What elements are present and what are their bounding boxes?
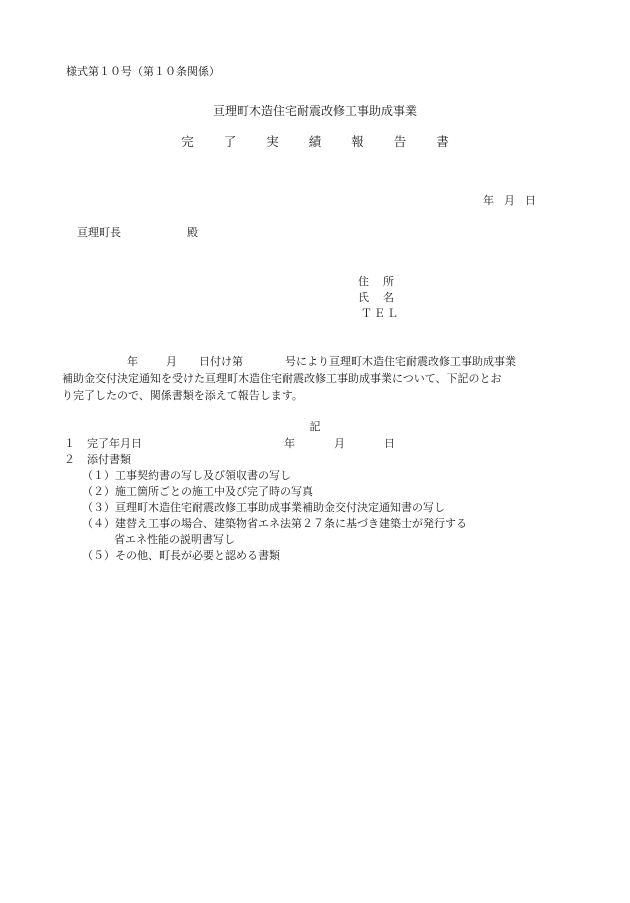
sender-address-label: 住 所 — [358, 275, 394, 288]
title-char: 完 — [181, 134, 194, 149]
title-char: 告 — [393, 134, 407, 149]
attachment-item: （４）建替え工事の場合、建築物省エネ法第２７条に基づき建築士が発行する — [82, 517, 467, 530]
title-char: 書 — [436, 134, 449, 149]
sender-tel-label: ＴＥＬ — [361, 307, 400, 320]
item-attachments: ２ 添付書類 — [64, 453, 131, 466]
title-char: 実 — [266, 134, 279, 149]
ki-heading: 記 — [309, 420, 321, 433]
attachment-item: （５）その他、町長が必要と認める書類 — [82, 549, 280, 562]
date-year: 年 — [483, 194, 494, 207]
title-char: 績 — [308, 134, 322, 149]
report-date — [483, 195, 536, 206]
attachment-item: （３）亘理町木造住宅耐震改修工事助成事業補助金交付決定通知書の写し — [82, 501, 445, 514]
attachment-item: （１）工事契約書の写し及び領収書の写し — [82, 469, 291, 482]
addressee-name: 亘理町長 — [77, 226, 121, 239]
date-day: 日 — [525, 194, 536, 207]
title-char: 了 — [223, 134, 237, 149]
document-title — [0, 136, 630, 149]
body-line-1: 年 月 日付け第 号により亘理町木造住宅耐震改修工事助成事業 — [127, 355, 516, 368]
attachment-item-continuation: 省エネ性能の説明書写し — [114, 533, 235, 546]
addressee-honorific: 殿 — [187, 226, 198, 239]
form-number: 様式第１０号（第１０条関係） — [66, 65, 220, 78]
sender-name-label: 氏 名 — [358, 291, 394, 304]
body-line-2: 補助金交付決定通知を受けた亘理町木造住宅耐震改修工事助成事業について、下記のとお — [62, 372, 502, 385]
item-completion-date: １ 完了年月日 年 月 日 — [64, 437, 395, 450]
addressee — [77, 227, 198, 238]
date-month: 月 — [504, 194, 515, 207]
attachment-item: （２）施工箇所ごとの施工中及び完了時の写真 — [82, 485, 313, 498]
program-title: 亘理町木造住宅耐震改修工事助成事業 — [212, 104, 417, 118]
title-char: 報 — [351, 134, 364, 149]
body-line-3: り完了したので、関係書類を添えて報告します。 — [62, 389, 303, 402]
